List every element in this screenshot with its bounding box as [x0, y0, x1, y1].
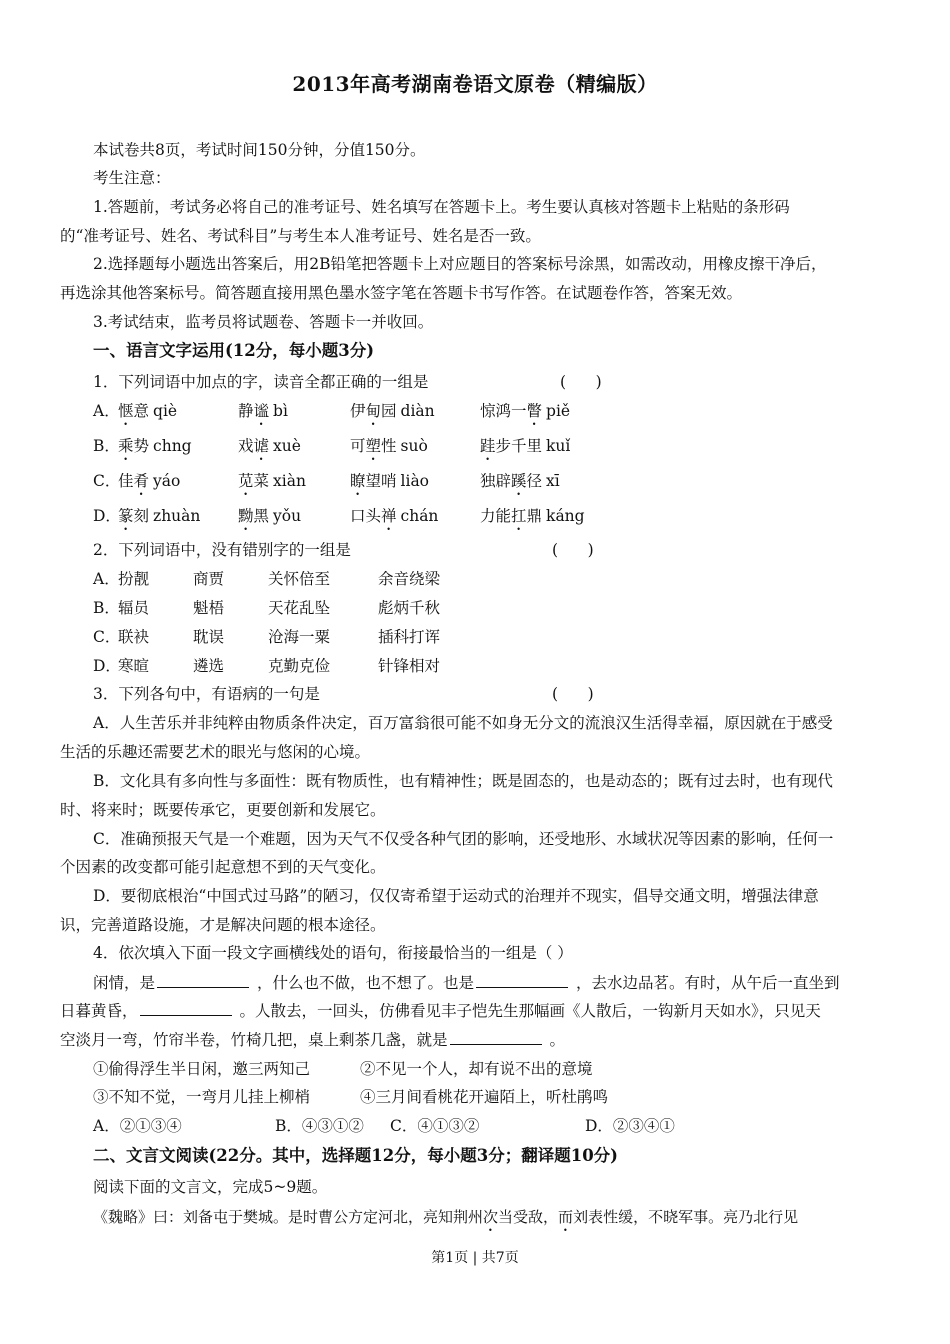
q1-word-item: [238, 401, 288, 429]
word-text: 势: [133, 437, 150, 455]
word-text: 可: [350, 437, 366, 455]
q4-text: ，去水边品茗。有时，从午后一直坐到: [576, 974, 840, 992]
q2-word-item: 联袂: [118, 628, 150, 646]
dotted-char: 黝: [238, 507, 254, 525]
section-2-heading: 二、文言文阅读(22分。其中，选择题12分，每小题3分；翻译题10分): [93, 1146, 618, 1165]
q2-option-label: A．: [93, 570, 120, 588]
q4-choice-d: D．②③④①: [585, 1117, 675, 1135]
dotted-char: 扛: [511, 507, 527, 525]
q2-word-item: 魁梧: [193, 599, 225, 617]
word-text: 戏: [238, 437, 254, 455]
q3-option-b-cont: 时、将来时；既要传承它，更要创新和发展它。: [60, 801, 386, 819]
q1-word-item: [118, 471, 180, 499]
q2-answer-paren: ( ): [552, 541, 594, 559]
q1-word-item: [118, 436, 192, 464]
classical-text: 《魏略》曰：刘备屯于樊城。是时曹公方定河北，亮知荆州: [93, 1208, 484, 1226]
document-title: 2013年高考湖南卷语文原卷（精编版）: [292, 72, 658, 96]
pinyin: káng: [546, 507, 585, 525]
pinyin: xiàn: [273, 472, 306, 490]
word-text: 径: [526, 472, 543, 490]
word-text: 静: [238, 402, 254, 420]
fill-blank-3: [140, 1001, 232, 1016]
q3-option-c-cont: 个因素的改变都可能引起意想不到的天气变化。: [60, 858, 386, 876]
q3-option-b: B．文化具有多向性与多面性：既有物质性，也有精神性；既是固态的，也是动态的；既有过去时，也有现代: [93, 772, 833, 790]
q4-stem: 4．依次填入下面一段文字画横线处的语句，衔接最恰当的一组是（ ）: [93, 944, 573, 962]
dotted-char: 谧: [253, 402, 270, 420]
q2-word-item: 插科打诨: [378, 628, 441, 646]
pinyin: kuǐ: [546, 437, 571, 455]
q4-text: 日暮黄昏，: [60, 1002, 138, 1020]
q4-sentence-2: ②不见一个人，却有说不出的意境: [360, 1060, 593, 1078]
word-text: 望哨: [365, 472, 397, 490]
q4-sentence-4: ④三月间看桃花开遍陌上，听杜鹃鸣: [360, 1088, 609, 1106]
q1-word-item: [480, 436, 570, 464]
q4-choice-c: C．④①③②: [390, 1117, 480, 1135]
q1-word-item: [238, 471, 306, 499]
q1-option-label: A．: [93, 402, 120, 420]
q1-word-item: [350, 506, 438, 534]
q2-word-item: 克勤克俭: [268, 657, 331, 675]
word-text: 黑: [253, 507, 270, 525]
word-text: 刻: [133, 507, 150, 525]
q2-option-label: D．: [93, 657, 121, 675]
dotted-char: 谑: [253, 437, 270, 455]
q4-text: ，什么也不做，也不想了。也是: [257, 974, 475, 992]
dotted-char: 乘: [118, 437, 134, 455]
q2-word-item: 扮靓: [118, 570, 150, 588]
q3-option-a: A．人生苦乐并非纯粹由物质条件决定，百万富翁很可能不如身无分文的流浪汉生活得幸福，原因就在于感受: [93, 714, 833, 732]
q2-word-item: 针锋相对: [378, 657, 441, 675]
section-2-instruction: 阅读下面的文言文，完成5~9题。: [93, 1178, 328, 1196]
pinyin: xuè: [273, 437, 301, 455]
word-text: 园: [381, 402, 397, 420]
word-text: 菜: [253, 472, 270, 490]
dotted-char: 禅: [381, 507, 397, 525]
q4-passage-line-1: [93, 973, 840, 993]
q4-text: 。人散去，一回头，仿佛看见丰子恺先生那幅画《人散后，一钩新月天如水》，只见天: [239, 1002, 821, 1020]
q4-passage-line-3: [60, 1030, 565, 1050]
q4-text: 。: [549, 1031, 566, 1049]
notice-2: 2.选择题每小题选出答案后，用2B铅笔把答题卡上对应题目的答案标号涂黑，如需改动，用橡皮擦干净后，: [93, 255, 827, 273]
q2-word-item: 耽误: [193, 628, 225, 646]
q2-word-item: 辐员: [118, 599, 150, 617]
q2-option-label: C．: [93, 628, 121, 646]
word-text: 意: [133, 402, 150, 420]
q2-word-item: 商贾: [193, 570, 225, 588]
q1-word-item: [118, 506, 200, 534]
q1-word-item: [480, 471, 560, 499]
dotted-char: 跬: [480, 437, 496, 455]
fill-blank-4: [450, 1030, 542, 1045]
pinyin: xī: [546, 472, 560, 490]
q4-choice-a: A．②①③④: [93, 1117, 182, 1135]
word-text: 佳: [118, 472, 134, 490]
pinyin: yáo: [153, 472, 181, 490]
classical-text-line: [93, 1207, 798, 1235]
fill-blank-2: [476, 973, 568, 988]
q3-answer-paren: ( ): [552, 685, 594, 703]
q1-word-item: [118, 401, 177, 429]
q3-option-a-cont: 生活的乐趣还需要艺术的眼光与悠闲的心境。: [60, 743, 371, 761]
q2-word-item: 寒暄: [118, 657, 150, 675]
q1-word-item: [350, 401, 435, 429]
word-text: 性: [381, 437, 397, 455]
q1-word-item: [480, 401, 570, 429]
q3-stem: 3．下列各句中，有语病的一句是: [93, 685, 320, 703]
word-text: 力能: [480, 507, 512, 525]
q1-stem: 1．下列词语中加点的字，读音全都正确的一组是: [93, 373, 429, 391]
word-text: 口头: [350, 507, 382, 525]
q2-word-item: 天花乱坠: [268, 599, 331, 617]
q4-sentence-3: ③不知不觉，一弯月儿挂上柳梢: [93, 1088, 311, 1106]
dotted-char: 塑: [365, 437, 382, 455]
pinyin: zhuàn: [153, 507, 201, 525]
q4-text: 闲情，是: [93, 974, 156, 992]
q1-option-label: B．: [93, 437, 120, 455]
pinyin: chán: [400, 507, 439, 525]
q4-sentence-1: ①偷得浮生半日闲，邀三两知己: [93, 1060, 311, 1078]
q2-word-item: 关怀倍至: [268, 570, 331, 588]
pinyin: piě: [546, 402, 571, 420]
dotted-char: 肴: [133, 472, 150, 490]
word-text: 独辟: [480, 472, 512, 490]
classical-text: 当受敌，: [498, 1208, 559, 1226]
fill-blank-1: [157, 973, 249, 988]
q2-word-item: 彪炳千秋: [378, 599, 441, 617]
dotted-char: 瞭: [350, 472, 366, 490]
q3-option-d-cont: 识，完善道路设施，才是解决问题的根本途径。: [60, 916, 386, 934]
dotted-char: 篆: [118, 507, 134, 525]
q4-passage-line-2: [60, 1001, 821, 1021]
dotted-char: 苋: [238, 472, 254, 490]
dotted-char: 而: [558, 1208, 574, 1226]
notice-1: 1.答题前，考试务必将自己的准考证号、姓名填写在答题卡上。考生要认真核对答题卡上粘贴的条形码: [93, 198, 790, 216]
word-text: 鼎: [526, 507, 543, 525]
notice-2-cont: 再选涂其他答案标号。简答题直接用黑色墨水签字笔在答题卡书写作答。在试题卷作答，答案无效。: [60, 284, 743, 302]
dotted-char: 甸: [365, 402, 382, 420]
q1-word-item: [480, 506, 585, 534]
intro-line: 本试卷共8页，考试时间150分钟，分值150分。: [93, 141, 426, 159]
pinyin: qiè: [153, 402, 178, 420]
q2-word-item: 余音绕梁: [378, 570, 441, 588]
q3-option-d: D．要彻底根治“中国式过马路”的陋习，仅仅寄希望于运动式的治理并不现实，倡导交通文明，增强法律意: [93, 887, 819, 905]
q1-word-item: [238, 436, 301, 464]
pinyin: liào: [400, 472, 430, 490]
notice-1-cont: 的“准考证号、姓名、考试科目”与考生本人准考证号、姓名是否一致。: [60, 227, 541, 245]
q1-answer-paren: ( ): [560, 373, 602, 391]
word-text: 步千里: [495, 437, 543, 455]
q3-option-c: C．准确预报天气是一个难题，因为天气不仅受各种气团的影响，还受地形、水域状况等因素的影响，任何一: [93, 830, 834, 848]
pinyin: suò: [400, 437, 428, 455]
pinyin: bì: [273, 402, 288, 420]
dotted-char: 瞥: [526, 402, 543, 420]
word-text: 伊: [350, 402, 366, 420]
dotted-char: 惬: [118, 402, 134, 420]
notice-label: 考生注意：: [93, 169, 171, 187]
classical-text: 刘表性缓，不晓军事。亮乃北行见: [573, 1208, 799, 1226]
q2-stem: 2．下列词语中，没有错别字的一组是: [93, 541, 351, 559]
q1-option-label: D．: [93, 507, 121, 525]
pinyin: chng: [153, 437, 192, 455]
section-1-heading: 一、语言文字运用(12分，每小题3分): [93, 341, 375, 360]
q2-option-label: B．: [93, 599, 120, 617]
q4-choice-b: B．④③①②: [275, 1117, 364, 1135]
q1-word-item: [350, 436, 428, 464]
word-text: 惊鸿一: [480, 402, 527, 420]
q1-word-item: [238, 506, 301, 534]
q2-word-item: 遴选: [193, 657, 225, 675]
notice-3: 3.考试结束，监考员将试题卷、答题卡一并收回。: [93, 313, 434, 331]
q4-text: 空淡月一弯，竹帘半卷，竹椅几把，桌上剩茶几盏，就是: [60, 1031, 448, 1049]
page-footer: 第1页 | 共7页: [431, 1250, 519, 1266]
q1-word-item: [350, 471, 429, 499]
pinyin: diàn: [400, 402, 435, 420]
dotted-char: 次: [483, 1208, 499, 1226]
pinyin: yǒu: [273, 507, 302, 525]
q2-word-item: 沧海一粟: [268, 628, 331, 646]
dotted-char: 蹊: [511, 472, 527, 490]
q1-option-label: C．: [93, 472, 121, 490]
